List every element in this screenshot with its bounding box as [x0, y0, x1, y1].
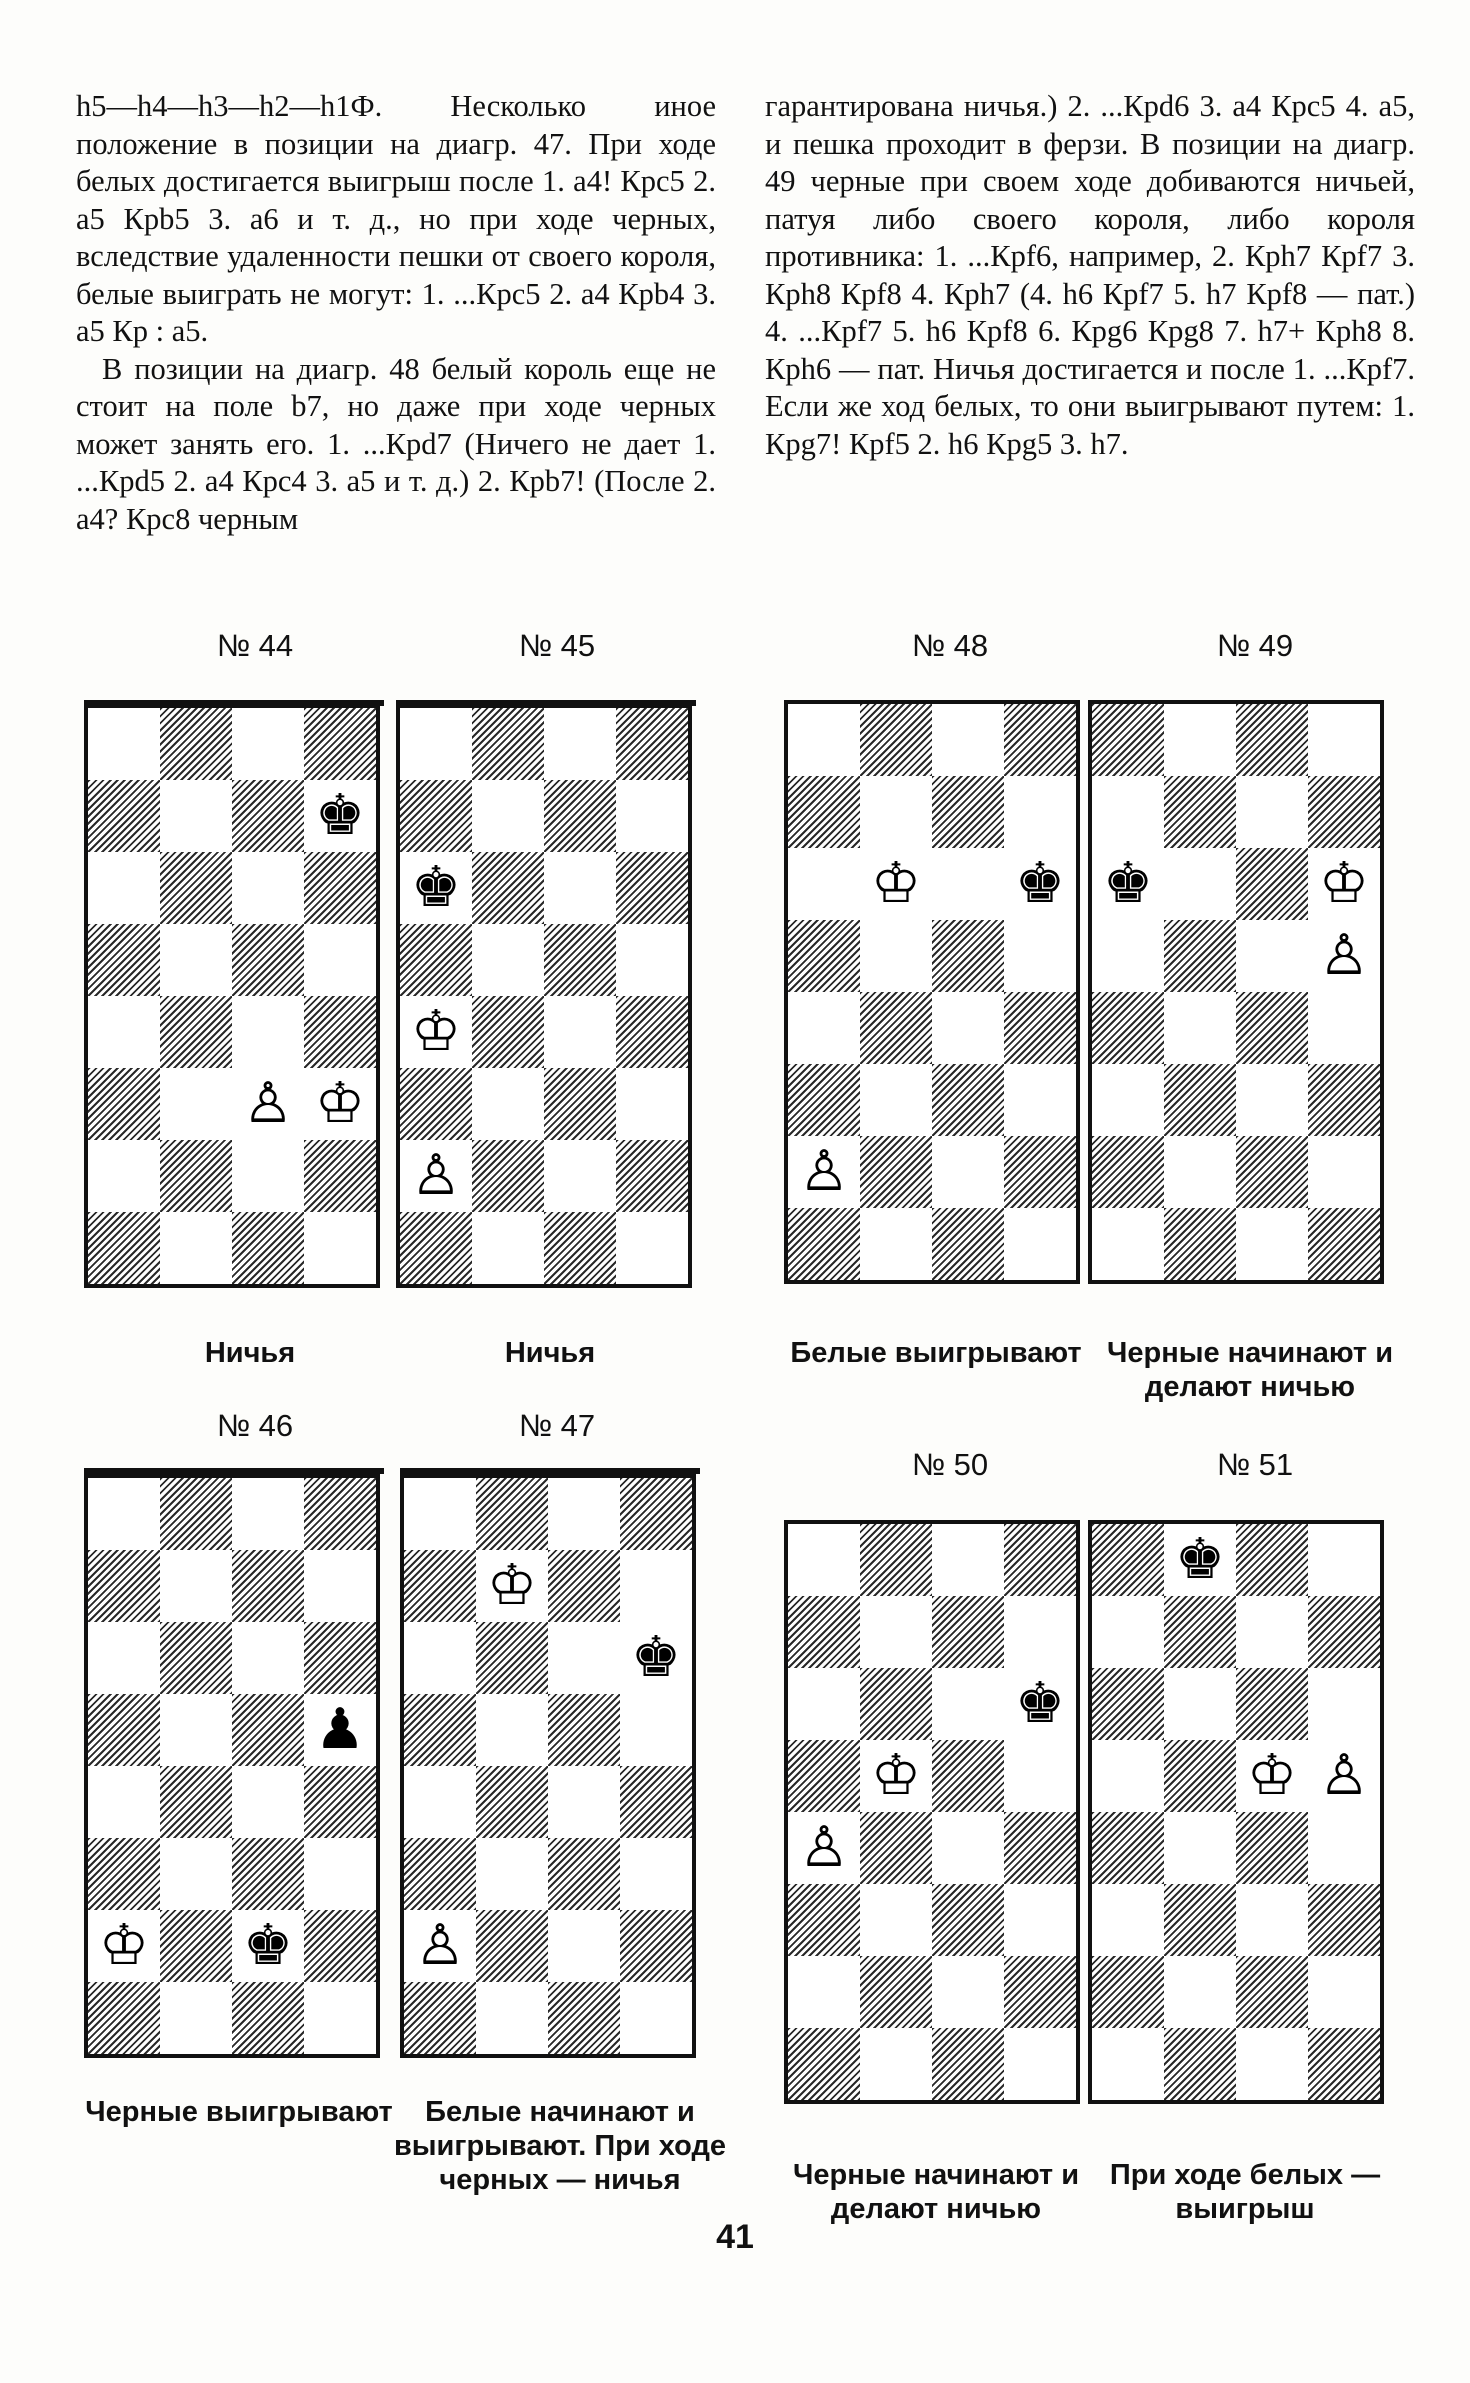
- light-square: [932, 848, 1004, 920]
- dark-square: [400, 1068, 472, 1140]
- light-square: [88, 852, 160, 924]
- dark-square: [1092, 704, 1164, 776]
- light-square: [88, 1478, 160, 1550]
- light-square: [476, 1694, 548, 1766]
- dark-square: [860, 992, 932, 1064]
- light-square: [620, 1550, 692, 1622]
- diagram-number-44: № 44: [216, 628, 294, 663]
- dark-square: [860, 1136, 932, 1208]
- dark-square: [232, 1838, 304, 1910]
- light-square: [548, 1622, 620, 1694]
- dark-square: [160, 1478, 232, 1550]
- light-square: [860, 776, 932, 848]
- light-square: [932, 704, 1004, 776]
- board-top-rule: [84, 700, 384, 706]
- light-square: [932, 1668, 1004, 1740]
- dark-square: [88, 780, 160, 852]
- dark-square: [620, 1478, 692, 1550]
- text-column-right: [765, 88, 1415, 463]
- dark-square: [1236, 1956, 1308, 2028]
- light-square: [1164, 1668, 1236, 1740]
- light-square: [548, 1910, 620, 1982]
- light-square: [232, 1622, 304, 1694]
- dark-square: [932, 1884, 1004, 1956]
- caption-51: При ходе белых — выигрыш: [1109, 2159, 1381, 2225]
- dark-square: [88, 924, 160, 996]
- dark-square: [304, 708, 376, 780]
- light-square: [232, 996, 304, 1068]
- black-king-icon: ♚: [1004, 1668, 1076, 1740]
- page-number: 41: [716, 2218, 754, 2256]
- light-square: [932, 992, 1004, 1064]
- text-column-left: [76, 88, 716, 538]
- dark-square: [1308, 776, 1380, 848]
- dark-square: [548, 1550, 620, 1622]
- light-square: [1308, 704, 1380, 776]
- dark-square: [1004, 1812, 1076, 1884]
- light-square: [1004, 1064, 1076, 1136]
- dark-square: [160, 996, 232, 1068]
- diagram-number-47: № 47: [518, 1408, 596, 1443]
- white-king-icon: ♔: [304, 1068, 376, 1140]
- dark-square: [932, 2028, 1004, 2100]
- dark-square: [932, 920, 1004, 992]
- light-square: [1004, 1740, 1076, 1812]
- dark-square: [1236, 1524, 1308, 1596]
- white-king-icon: ♔: [860, 1740, 932, 1812]
- white-king-icon: ♔: [400, 996, 472, 1068]
- dark-square: [88, 1550, 160, 1622]
- board-top-rule: [84, 1468, 384, 1474]
- dark-square: [1092, 1956, 1164, 2028]
- dark-square: [544, 1068, 616, 1140]
- light-square: [1092, 2028, 1164, 2100]
- light-square: [160, 1212, 232, 1284]
- light-square: [1004, 1208, 1076, 1280]
- light-square: [1164, 848, 1236, 920]
- black-king-icon: ♚: [400, 852, 472, 924]
- light-square: [544, 708, 616, 780]
- dark-square: [788, 776, 860, 848]
- dark-square: [304, 1910, 376, 1982]
- light-square: [788, 848, 860, 920]
- dark-square: [400, 780, 472, 852]
- light-square: [788, 1956, 860, 2028]
- dark-square: [788, 1596, 860, 1668]
- light-square: [1092, 1596, 1164, 1668]
- dark-square: [304, 996, 376, 1068]
- light-square: [1004, 1884, 1076, 1956]
- light-square: [860, 1064, 932, 1136]
- light-square: [472, 924, 544, 996]
- dark-square: [1004, 1956, 1076, 2028]
- light-square: [476, 1838, 548, 1910]
- dark-square: [404, 1838, 476, 1910]
- dark-square: [788, 1740, 860, 1812]
- dark-square: [1236, 1668, 1308, 1740]
- caption-47: Белые начинают и выигрывают. При ходе черных — ничья: [393, 2096, 727, 2196]
- chess-board-45: [396, 704, 692, 1288]
- dark-square: [932, 1740, 1004, 1812]
- dark-square: [400, 924, 472, 996]
- black-king-icon: ♚: [620, 1622, 692, 1694]
- light-square: [88, 708, 160, 780]
- light-square: [1004, 2028, 1076, 2100]
- dark-square: [1164, 776, 1236, 848]
- light-square: [932, 1812, 1004, 1884]
- diagram-number-51: № 51: [1216, 1447, 1294, 1482]
- black-king-icon: ♚: [1004, 848, 1076, 920]
- white-king-icon: ♔: [1236, 1740, 1308, 1812]
- light-square: [1164, 1812, 1236, 1884]
- light-square: [860, 1884, 932, 1956]
- dark-square: [548, 1982, 620, 2054]
- dark-square: [788, 1208, 860, 1280]
- light-square: [788, 704, 860, 776]
- light-square: [860, 2028, 932, 2100]
- dark-square: [860, 1668, 932, 1740]
- dark-square: [232, 1212, 304, 1284]
- dark-square: [1236, 704, 1308, 776]
- chess-board-51: [1088, 1520, 1384, 2104]
- light-square: [88, 996, 160, 1068]
- dark-square: [476, 1766, 548, 1838]
- dark-square: [304, 1766, 376, 1838]
- dark-square: [160, 1622, 232, 1694]
- dark-square: [616, 852, 688, 924]
- dark-square: [932, 1596, 1004, 1668]
- dark-square: [932, 1208, 1004, 1280]
- dark-square: [1308, 1064, 1380, 1136]
- light-square: [88, 1622, 160, 1694]
- dark-square: [1092, 1668, 1164, 1740]
- light-square: [616, 1068, 688, 1140]
- dark-square: [620, 1766, 692, 1838]
- dark-square: [788, 920, 860, 992]
- dark-square: [1164, 1740, 1236, 1812]
- paragraph: В позиции на диагр. 48 белый король еще не стоит на поле b7, но даже при ходе черных может занять его. 1. ...Крd7 (Ничего не дает 1. ...Крd5 2. a4 Крс4 3. a5 и т. д.) 2. Крb7! (После 2. a4? Крс8 черным: [76, 351, 716, 536]
- light-square: [1092, 1208, 1164, 1280]
- light-square: [1092, 1740, 1164, 1812]
- chess-board-46: [84, 1474, 380, 2058]
- dark-square: [88, 1068, 160, 1140]
- dark-square: [788, 1884, 860, 1956]
- light-square: [1092, 1884, 1164, 1956]
- light-square: [544, 852, 616, 924]
- dark-square: [932, 1064, 1004, 1136]
- light-square: [404, 1478, 476, 1550]
- dark-square: [88, 1838, 160, 1910]
- light-square: [1236, 1596, 1308, 1668]
- light-square: [620, 1838, 692, 1910]
- dark-square: [548, 1838, 620, 1910]
- chess-board-48: [784, 700, 1080, 1284]
- light-square: [1308, 1136, 1380, 1208]
- dark-square: [160, 1766, 232, 1838]
- light-square: [616, 780, 688, 852]
- white-pawn-icon: ♙: [400, 1140, 472, 1212]
- dark-square: [472, 852, 544, 924]
- light-square: [232, 708, 304, 780]
- dark-square: [160, 1140, 232, 1212]
- caption-46: Черные выигрывают: [85, 2096, 393, 2128]
- white-pawn-icon: ♙: [788, 1136, 860, 1208]
- dark-square: [544, 924, 616, 996]
- light-square: [404, 1622, 476, 1694]
- dark-square: [1308, 1884, 1380, 1956]
- white-pawn-icon: ♙: [1308, 920, 1380, 992]
- light-square: [304, 924, 376, 996]
- dark-square: [1004, 704, 1076, 776]
- dark-square: [1092, 1524, 1164, 1596]
- light-square: [160, 1068, 232, 1140]
- light-square: [1164, 992, 1236, 1064]
- light-square: [1236, 1208, 1308, 1280]
- light-square: [232, 852, 304, 924]
- board-top-rule: [400, 1468, 700, 1474]
- dark-square: [1004, 992, 1076, 1064]
- dark-square: [620, 1910, 692, 1982]
- dark-square: [616, 1140, 688, 1212]
- light-square: [932, 1524, 1004, 1596]
- white-pawn-icon: ♙: [788, 1812, 860, 1884]
- light-square: [160, 1694, 232, 1766]
- dark-square: [544, 780, 616, 852]
- dark-square: [472, 708, 544, 780]
- light-square: [472, 1068, 544, 1140]
- dark-square: [1236, 848, 1308, 920]
- dark-square: [232, 1694, 304, 1766]
- dark-square: [1004, 1136, 1076, 1208]
- light-square: [1092, 776, 1164, 848]
- light-square: [1236, 920, 1308, 992]
- light-square: [788, 992, 860, 1064]
- light-square: [1236, 1884, 1308, 1956]
- light-square: [304, 1550, 376, 1622]
- light-square: [860, 1596, 932, 1668]
- board-top-rule: [396, 700, 696, 706]
- light-square: [1092, 920, 1164, 992]
- light-square: [548, 1478, 620, 1550]
- light-square: [1004, 776, 1076, 848]
- dark-square: [1164, 2028, 1236, 2100]
- dark-square: [472, 996, 544, 1068]
- light-square: [1092, 1064, 1164, 1136]
- light-square: [232, 1140, 304, 1212]
- dark-square: [232, 780, 304, 852]
- dark-square: [160, 708, 232, 780]
- black-king-icon: ♚: [1092, 848, 1164, 920]
- dark-square: [404, 1550, 476, 1622]
- dark-square: [304, 1622, 376, 1694]
- dark-square: [544, 1212, 616, 1284]
- dark-square: [304, 1478, 376, 1550]
- diagram-number-45: № 45: [518, 628, 596, 663]
- dark-square: [232, 1550, 304, 1622]
- dark-square: [1164, 1884, 1236, 1956]
- dark-square: [548, 1694, 620, 1766]
- dark-square: [616, 996, 688, 1068]
- dark-square: [1164, 1596, 1236, 1668]
- light-square: [88, 1766, 160, 1838]
- light-square: [1236, 2028, 1308, 2100]
- caption-50: Черные начинают и делают ничью: [792, 2159, 1080, 2225]
- light-square: [160, 1838, 232, 1910]
- white-pawn-icon: ♙: [404, 1910, 476, 1982]
- paragraph: гарантирована ничья.) 2. ...Крd6 3. a4 Крс5 4. a5, и пешка проходит в ферзи. В позиции на диагр. 49 черные при своем ходе добиваются ничьей, патуя либо своего короля, либо короля противника: 1. ...Крf6, например, 2. Крh7 Крf7 3. Крh8 Крf8 4. Крh7 (4. h6 Крf7 5. h7 Крf8 — пат.) 4. ...Крf7 5. h6 Крf8 6. Крg6 Крg8 7. h7+ Крh8 8. Крh6 — пат. Ничья достигается и после 1. ...Крf7. Если же ход белых, то они выигрывают путем: 1. Крg7! Крf5 2. h6 Крg5 3. h7.: [765, 89, 1415, 461]
- light-square: [932, 1956, 1004, 2028]
- light-square: [232, 1478, 304, 1550]
- dark-square: [1308, 2028, 1380, 2100]
- chess-board-47: [400, 1474, 696, 2058]
- caption-45: Ничья: [504, 1337, 596, 1369]
- light-square: [304, 1982, 376, 2054]
- light-square: [1004, 1596, 1076, 1668]
- light-square: [400, 708, 472, 780]
- light-square: [1164, 1956, 1236, 2028]
- dark-square: [476, 1478, 548, 1550]
- white-king-icon: ♔: [1308, 848, 1380, 920]
- dark-square: [932, 776, 1004, 848]
- dark-square: [404, 1982, 476, 2054]
- light-square: [548, 1766, 620, 1838]
- light-square: [160, 1982, 232, 2054]
- dark-square: [860, 1524, 932, 1596]
- light-square: [860, 920, 932, 992]
- diagram-number-46: № 46: [216, 1408, 294, 1443]
- diagram-number-49: № 49: [1216, 628, 1294, 663]
- paragraph: h5—h4—h3—h2—h1Ф. Несколько иное положение в позиции на диагр. 47. При ходе белых достигается выигрыш после 1. a4! Крс5 2. a5 Крb5 3. a6 и т. д., но при ходе черных, вследствие удаленности пешки от своего короля, белые выиграть не могут: 1. ...Крс5 2. a4 Крb4 3. a5 Кр : a5.: [76, 89, 716, 348]
- chess-board-49: [1088, 700, 1384, 1284]
- dark-square: [1236, 1136, 1308, 1208]
- diagram-number-50: № 50: [911, 1447, 989, 1482]
- light-square: [472, 1212, 544, 1284]
- light-square: [476, 1982, 548, 2054]
- dark-square: [304, 852, 376, 924]
- black-king-icon: ♚: [304, 780, 376, 852]
- dark-square: [860, 1956, 932, 2028]
- light-square: [544, 1140, 616, 1212]
- dark-square: [160, 852, 232, 924]
- light-square: [160, 924, 232, 996]
- dark-square: [1236, 1812, 1308, 1884]
- white-pawn-icon: ♙: [1308, 1740, 1380, 1812]
- black-king-icon: ♚: [1164, 1524, 1236, 1596]
- dark-square: [476, 1622, 548, 1694]
- dark-square: [472, 1140, 544, 1212]
- light-square: [544, 996, 616, 1068]
- dark-square: [860, 704, 932, 776]
- caption-49: Черные начинают и делают ничью: [1106, 1337, 1394, 1403]
- dark-square: [788, 1064, 860, 1136]
- light-square: [1308, 1956, 1380, 2028]
- light-square: [620, 1982, 692, 2054]
- light-square: [304, 1838, 376, 1910]
- black-pawn-icon: ♟: [304, 1694, 376, 1766]
- dark-square: [232, 1982, 304, 2054]
- light-square: [88, 1140, 160, 1212]
- dark-square: [88, 1694, 160, 1766]
- light-square: [620, 1694, 692, 1766]
- white-pawn-icon: ♙: [232, 1068, 304, 1140]
- dark-square: [1164, 1064, 1236, 1136]
- light-square: [1308, 1668, 1380, 1740]
- dark-square: [616, 708, 688, 780]
- light-square: [1308, 1812, 1380, 1884]
- dark-square: [232, 924, 304, 996]
- light-square: [616, 1212, 688, 1284]
- dark-square: [404, 1694, 476, 1766]
- white-king-icon: ♔: [88, 1910, 160, 1982]
- dark-square: [88, 1982, 160, 2054]
- dark-square: [400, 1212, 472, 1284]
- light-square: [788, 1668, 860, 1740]
- light-square: [160, 780, 232, 852]
- chess-board-50: [784, 1520, 1080, 2104]
- light-square: [1004, 920, 1076, 992]
- light-square: [1236, 776, 1308, 848]
- light-square: [1308, 1524, 1380, 1596]
- dark-square: [788, 2028, 860, 2100]
- chess-board-44: [84, 704, 380, 1288]
- dark-square: [1164, 920, 1236, 992]
- light-square: [404, 1766, 476, 1838]
- dark-square: [304, 1140, 376, 1212]
- dark-square: [88, 1212, 160, 1284]
- dark-square: [1164, 1208, 1236, 1280]
- dark-square: [1308, 1208, 1380, 1280]
- white-king-icon: ♔: [476, 1550, 548, 1622]
- white-king-icon: ♔: [860, 848, 932, 920]
- dark-square: [1236, 992, 1308, 1064]
- caption-48: Белые выигрывают: [790, 1337, 1082, 1369]
- light-square: [304, 1212, 376, 1284]
- diagram-number-48: № 48: [911, 628, 989, 663]
- dark-square: [476, 1910, 548, 1982]
- dark-square: [1004, 1524, 1076, 1596]
- light-square: [1164, 1136, 1236, 1208]
- light-square: [232, 1766, 304, 1838]
- light-square: [1164, 704, 1236, 776]
- dark-square: [860, 1812, 932, 1884]
- light-square: [788, 1524, 860, 1596]
- black-king-icon: ♚: [232, 1910, 304, 1982]
- dark-square: [1092, 1812, 1164, 1884]
- light-square: [1236, 1064, 1308, 1136]
- light-square: [472, 780, 544, 852]
- light-square: [1308, 992, 1380, 1064]
- light-square: [860, 1208, 932, 1280]
- dark-square: [1308, 1596, 1380, 1668]
- light-square: [932, 1136, 1004, 1208]
- caption-44: Ничья: [204, 1337, 296, 1369]
- light-square: [160, 1550, 232, 1622]
- dark-square: [160, 1910, 232, 1982]
- light-square: [616, 924, 688, 996]
- dark-square: [1092, 1136, 1164, 1208]
- dark-square: [1092, 992, 1164, 1064]
